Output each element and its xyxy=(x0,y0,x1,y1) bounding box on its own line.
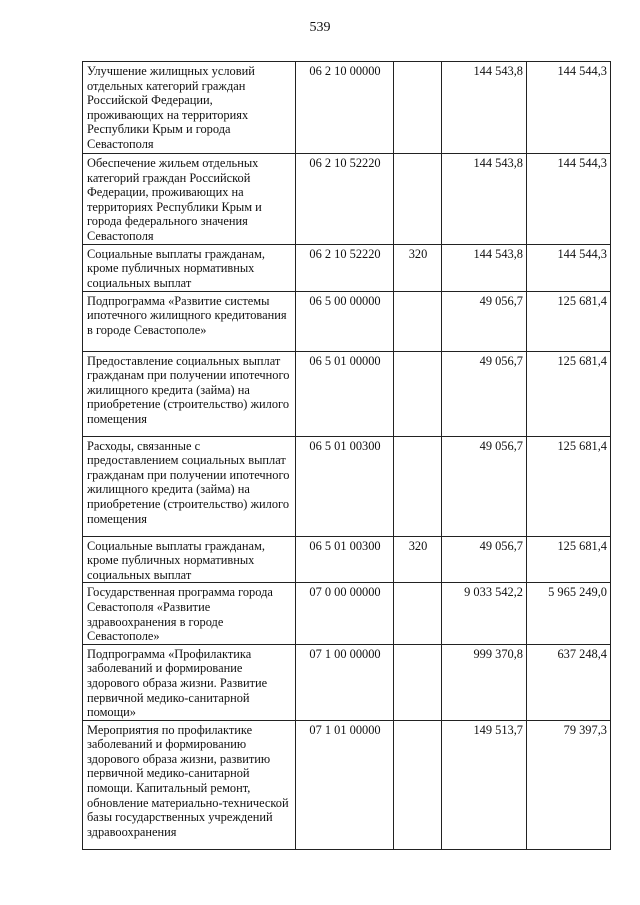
row-name: Предоставление социальных выплат гражданам при получении ипотечного жилищного кредита (займа) на приобретение (строительство) жилого помещения xyxy=(83,351,296,436)
budget-table xyxy=(82,61,611,850)
row-value-2: 5 965 249,0 xyxy=(527,583,611,644)
row-code: 07 1 00 00000 xyxy=(296,644,394,720)
row-type xyxy=(394,583,442,644)
row-value-2: 637 248,4 xyxy=(527,644,611,720)
row-code: 06 5 01 00300 xyxy=(296,536,394,583)
row-value-2: 125 681,4 xyxy=(527,436,611,536)
row-value-1: 9 033 542,2 xyxy=(442,583,527,644)
row-code: 06 2 10 00000 xyxy=(296,62,394,154)
row-code: 07 1 01 00000 xyxy=(296,720,394,849)
row-value-1: 49 056,7 xyxy=(442,291,527,351)
page-number: 539 xyxy=(309,20,331,35)
row-name: Улучшение жилищных условий отдельных категорий граждан Российской Федерации, проживающих на территориях Республики Крым и города Севастополя xyxy=(83,62,296,154)
row-value-1: 49 056,7 xyxy=(442,536,527,583)
row-code: 06 5 01 00000 xyxy=(296,351,394,436)
row-value-1: 144 543,8 xyxy=(442,244,527,291)
row-type: 320 xyxy=(394,244,442,291)
row-name: Обеспечение жильем отдельных категорий граждан Российской Федерации, проживающих на территориях Республики Крым и города федерального значения Севастополя xyxy=(83,154,296,245)
table-row xyxy=(83,351,611,436)
row-type xyxy=(394,62,442,154)
row-code: 06 5 01 00300 xyxy=(296,436,394,536)
row-type xyxy=(394,154,442,245)
row-code: 06 2 10 52220 xyxy=(296,154,394,245)
row-name: Подпрограмма «Развитие системы ипотечного жилищного кредитования в городе Севастополе» xyxy=(83,291,296,351)
table-row xyxy=(83,244,611,291)
row-value-2: 144 544,3 xyxy=(527,244,611,291)
row-value-1: 144 543,8 xyxy=(442,154,527,245)
row-value-1: 999 370,8 xyxy=(442,644,527,720)
table-row xyxy=(83,291,611,351)
table-row xyxy=(83,62,611,154)
row-value-2: 125 681,4 xyxy=(527,291,611,351)
row-type xyxy=(394,351,442,436)
row-type xyxy=(394,644,442,720)
row-type xyxy=(394,720,442,849)
row-value-2: 125 681,4 xyxy=(527,536,611,583)
row-name: Подпрограмма «Профилактика заболеваний и формирование здорового образа жизни. Развитие первичной медико-санитарной помощи» xyxy=(83,644,296,720)
table-row xyxy=(83,536,611,583)
row-name: Мероприятия по профилактике заболеваний и формированию здорового образа жизни, развитию первичной медико-санитарной помощи. Капитальный ремонт, обновление материально-технической базы государственных учреждений здравоохранения xyxy=(83,720,296,849)
row-type xyxy=(394,436,442,536)
row-value-2: 144 544,3 xyxy=(527,62,611,154)
row-value-1: 49 056,7 xyxy=(442,436,527,536)
table-row xyxy=(83,583,611,644)
table-row xyxy=(83,154,611,245)
row-value-1: 149 513,7 xyxy=(442,720,527,849)
row-type: 320 xyxy=(394,536,442,583)
row-name: Государственная программа города Севастополя «Развитие здравоохранения в городе Севастополе» xyxy=(83,583,296,644)
row-name: Социальные выплаты гражданам, кроме публичных нормативных социальных выплат xyxy=(83,536,296,583)
row-name: Расходы, связанные с предоставлением социальных выплат гражданам при получении ипотечного жилищного кредита (займа) на приобретение (строительство) жилого помещения xyxy=(83,436,296,536)
table-row xyxy=(83,720,611,849)
row-value-2: 79 397,3 xyxy=(527,720,611,849)
row-code: 06 5 00 00000 xyxy=(296,291,394,351)
row-code: 07 0 00 00000 xyxy=(296,583,394,644)
row-value-2: 144 544,3 xyxy=(527,154,611,245)
row-value-2: 125 681,4 xyxy=(527,351,611,436)
row-code: 06 2 10 52220 xyxy=(296,244,394,291)
row-name: Социальные выплаты гражданам, кроме публичных нормативных социальных выплат xyxy=(83,244,296,291)
table-row xyxy=(83,644,611,720)
row-type xyxy=(394,291,442,351)
row-value-1: 144 543,8 xyxy=(442,62,527,154)
row-value-1: 49 056,7 xyxy=(442,351,527,436)
table-row xyxy=(83,436,611,536)
